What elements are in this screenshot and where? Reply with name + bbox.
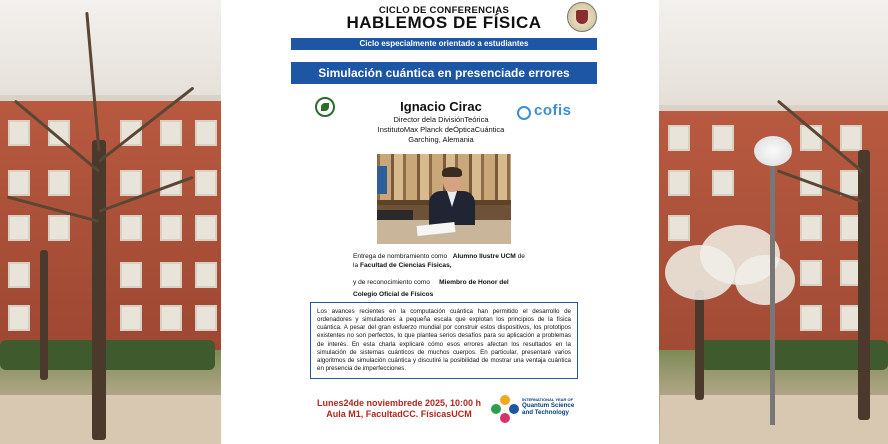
building-left [0,95,225,365]
window [160,120,182,146]
window [712,125,734,151]
tree-trunk [40,250,48,380]
tree-trunk [858,150,870,420]
audience-text: Ciclo especialmente orientado a estudiantes [359,39,529,48]
cofis-wordmark: cofis [534,102,572,119]
hedge [0,340,215,370]
roofline-right [655,105,888,111]
window [668,215,690,241]
speaker-role: Director dela DivisiónTeórica [393,115,489,124]
seal-shield [576,10,588,24]
tree-trunk [695,290,704,400]
award-line1-prefix: Entrega de nombramiento como [353,253,448,260]
window [160,215,182,241]
award-line2-prefix: la [353,262,359,269]
speaker-block [341,99,541,145]
window [8,120,30,146]
speaker-photo [377,154,511,244]
iyq-logo [491,393,601,427]
event-date: Lunes24de noviembrede 2025, 10:00 h [316,398,482,408]
roofline-left [0,95,225,101]
window [195,305,217,331]
window [195,262,217,288]
speaker-institute: InstitutoMax Planck deÓpticaCuántica [377,125,505,134]
window [120,262,142,288]
window [160,262,182,288]
window [712,170,734,196]
award-line1-bold: Alumno Ilustre UCM [452,253,516,260]
window [120,170,142,196]
cofis-logo [517,101,587,125]
blossom [735,255,795,305]
event-details [309,398,489,420]
award-line3-bold: Miembro de Honor del [439,279,509,286]
tree-trunk [92,140,106,440]
iyq-dot [491,404,501,414]
iyq-mark-icon [491,395,519,423]
poster-header [289,0,599,37]
window [195,170,217,196]
window [800,215,822,241]
lamp-post [770,150,775,425]
award-line2-bold: Facultad de Ciencias Físicas, [359,262,452,269]
talk-title: Simulación cuántica en presenciade errores [318,66,570,80]
window [8,305,30,331]
window [840,125,862,151]
iyq-dot [500,413,510,423]
window [668,170,690,196]
window [48,215,70,241]
speaker-name: Ignacio Cirac [400,99,482,114]
iyq-small-label: INTERNATIONAL YEAR OF [522,397,574,402]
award-line4-bold: Colegio Oficial de Físicos [353,291,434,298]
conference-poster [221,0,659,444]
award-line3-prefix: y de reconocimiento como [353,279,430,286]
window [120,215,142,241]
window [160,305,182,331]
iyq-dot [509,404,519,414]
window [195,215,217,241]
university-seal-icon [567,2,597,32]
window [120,305,142,331]
talk-abstract: Los avances recientes en la computación cuántica han permitido el desarrollo de ordenadores y simuladores a pequeña escala que explotan los principios de la física cuántica. A pesar del gran esfuerzo mundial por construir estos dispositivos, los prototipos existentes no son perfectos, lo que plantea serios desafíos para su aplicación a problemas de interés. En esta charla explicaré cómo esos errores afectan los resultados en la simulación de sistemas cuánticos de muchos cuerpos. En particular, presentaré varios algoritmos de simulación cuántica y discutiré la posibilidad de mostrar una ventaja cuántica en presencia de imperfecciones. [310,302,578,379]
window [800,260,822,286]
speaker-location: Garching, Alemania [408,135,474,144]
window [195,120,217,146]
lamp-globe [754,136,792,166]
iyq-line2: and Technology [522,409,569,416]
window [8,215,30,241]
iyq-dot [500,395,510,405]
photo-hair [442,167,462,177]
window [668,125,690,151]
series-label: CICLO DE CONFERENCIAS [378,5,510,16]
series-title: HABLEMOS DE FÍSICA [346,13,542,32]
photo-monitor [377,166,387,194]
window [8,170,30,196]
event-place: Aula M1, FacultadCC. FísicasUCM [326,409,472,419]
window [48,170,70,196]
talk-title-band [291,62,597,84]
cofis-mark-icon [517,106,531,120]
footpath [0,395,225,444]
iyq-text [522,397,574,416]
award-line1-suffix: de [517,253,525,260]
audience-band [291,38,597,50]
iyq-line1: Quantum Science [522,402,575,409]
window [8,262,30,288]
logo-leaf [321,103,329,111]
window [800,305,822,331]
